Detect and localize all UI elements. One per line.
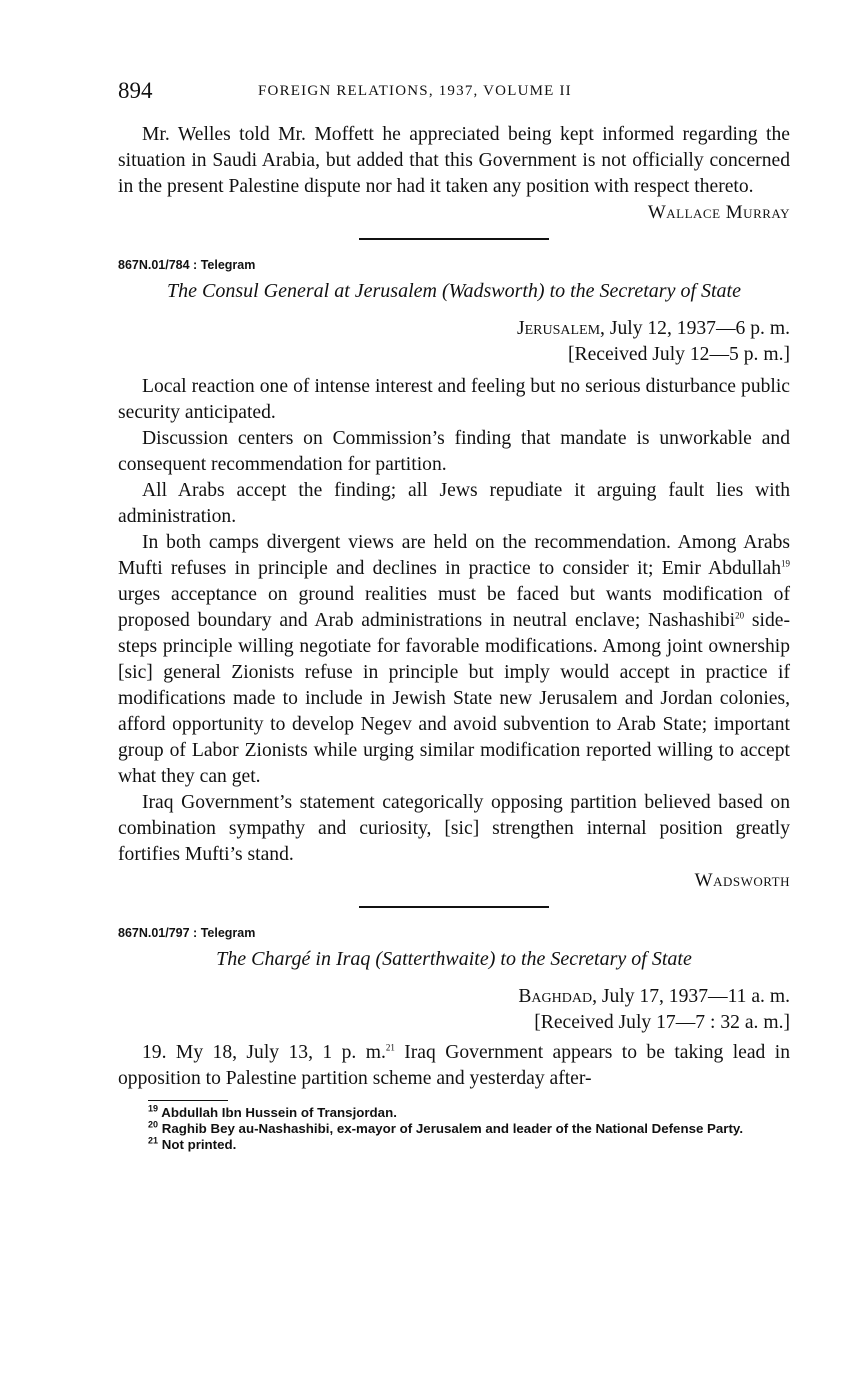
dateline-place: Baghdad xyxy=(518,986,593,1007)
footnote-marker: 21 xyxy=(385,1042,395,1053)
received-line: [Received July 12—5 p. m.] xyxy=(567,344,790,365)
document-title: The Chargé in Iraq (Satterthwaite) to the Secretary of State xyxy=(216,948,692,970)
signature-wadsworth: Wadsworth xyxy=(694,870,790,891)
dateline-date: , July 12, 1937—6 p. m. xyxy=(600,318,790,339)
footnote-marker: 20 xyxy=(735,610,745,621)
body-paragraph: Iraq Government’s statement categorically opposing partition believed based on combination sympathy and curiosity, [sic] strengthen internal position greatly fortifies Mufti’s stand. xyxy=(118,792,790,865)
file-reference: 867N.01/784 : Telegram xyxy=(118,258,256,272)
footnote-text: Raghib Bey au-Nashashibi, ex-mayor of Jerusalem and leader of the National Defense Party. xyxy=(161,1121,744,1136)
text-run: In both camps divergent views are held on the recommendation. Among Arabs Mufti refuses in principle and declines in practice to consider it; Emir Abdullah xyxy=(118,532,790,579)
dateline-place: Jerusalem xyxy=(516,318,601,339)
footnote-text: Abdullah Ibn Hussein of Transjordan. xyxy=(161,1105,397,1120)
text-run: 19. My 18, July 13, 1 p. m. xyxy=(142,1042,386,1063)
footnotes xyxy=(118,1105,790,1153)
footnote-number: 20 xyxy=(148,1119,159,1130)
footnote xyxy=(118,1105,790,1121)
section-divider xyxy=(359,238,549,240)
footnote-number: 21 xyxy=(148,1135,159,1146)
running-title: FOREIGN RELATIONS, 1937, VOLUME II xyxy=(258,83,572,99)
page-number: 894 xyxy=(118,78,153,103)
body-paragraph: Local reaction one of intense interest and feeling but no serious disturbance public security anticipated. xyxy=(118,376,790,423)
body-paragraph xyxy=(118,530,790,790)
dateline xyxy=(118,984,790,1010)
footnote-marker: 19 xyxy=(781,558,790,569)
body-paragraph xyxy=(118,1040,790,1092)
intro-paragraph: Mr. Welles told Mr. Moffett he appreciated being kept informed regarding the situation in Saudi Arabia, but added that this Government is not officially concerned in the present Palestine dispute nor had it taken any position with respect thereto. xyxy=(118,124,790,197)
dateline-date: , July 17, 1937—11 a. m. xyxy=(592,986,790,1007)
section-divider xyxy=(359,906,549,908)
footnote-rule xyxy=(148,1100,228,1101)
body-paragraph: Discussion centers on Commission’s finding that mandate is unworkable and consequent recommendation for partition. xyxy=(118,428,790,475)
footnote-text: Not printed. xyxy=(161,1137,237,1152)
page xyxy=(118,78,790,1153)
page-header xyxy=(118,78,790,108)
signature-murray: Wallace Murray xyxy=(647,202,790,223)
received-line: [Received July 17—7 : 32 a. m.] xyxy=(534,1012,790,1033)
dateline xyxy=(118,316,790,342)
text-run: urges acceptance on ground realities must be faced but wants modification of proposed boundary and Arab administrations in neutral enclave; Nashashibi xyxy=(118,584,790,631)
text-run: Iraq Government appears to be taking lead in opposition to Palestine partition scheme and yesterday after- xyxy=(118,1042,790,1089)
text-run: side-steps principle willing negotiate for favorable modifications. Among joint ownership [sic] general Zionists refuse in principle but imply would accept in practice if modifications made to include in Jewish State new Jerusalem and Jordan colonies, afford opportunity to develop Negev and avoid subvention to Arab State; important group of Labor Zionists while urging similar modification reported willing to accept what they can get. xyxy=(118,610,790,787)
footnote-number: 19 xyxy=(148,1103,159,1114)
footnote xyxy=(118,1121,790,1137)
footnote xyxy=(118,1137,790,1153)
body-paragraph: All Arabs accept the finding; all Jews repudiate it arguing fault lies with administration. xyxy=(118,480,790,527)
document-title: The Consul General at Jerusalem (Wadsworth) to the Secretary of State xyxy=(166,280,741,302)
file-reference: 867N.01/797 : Telegram xyxy=(118,926,256,940)
